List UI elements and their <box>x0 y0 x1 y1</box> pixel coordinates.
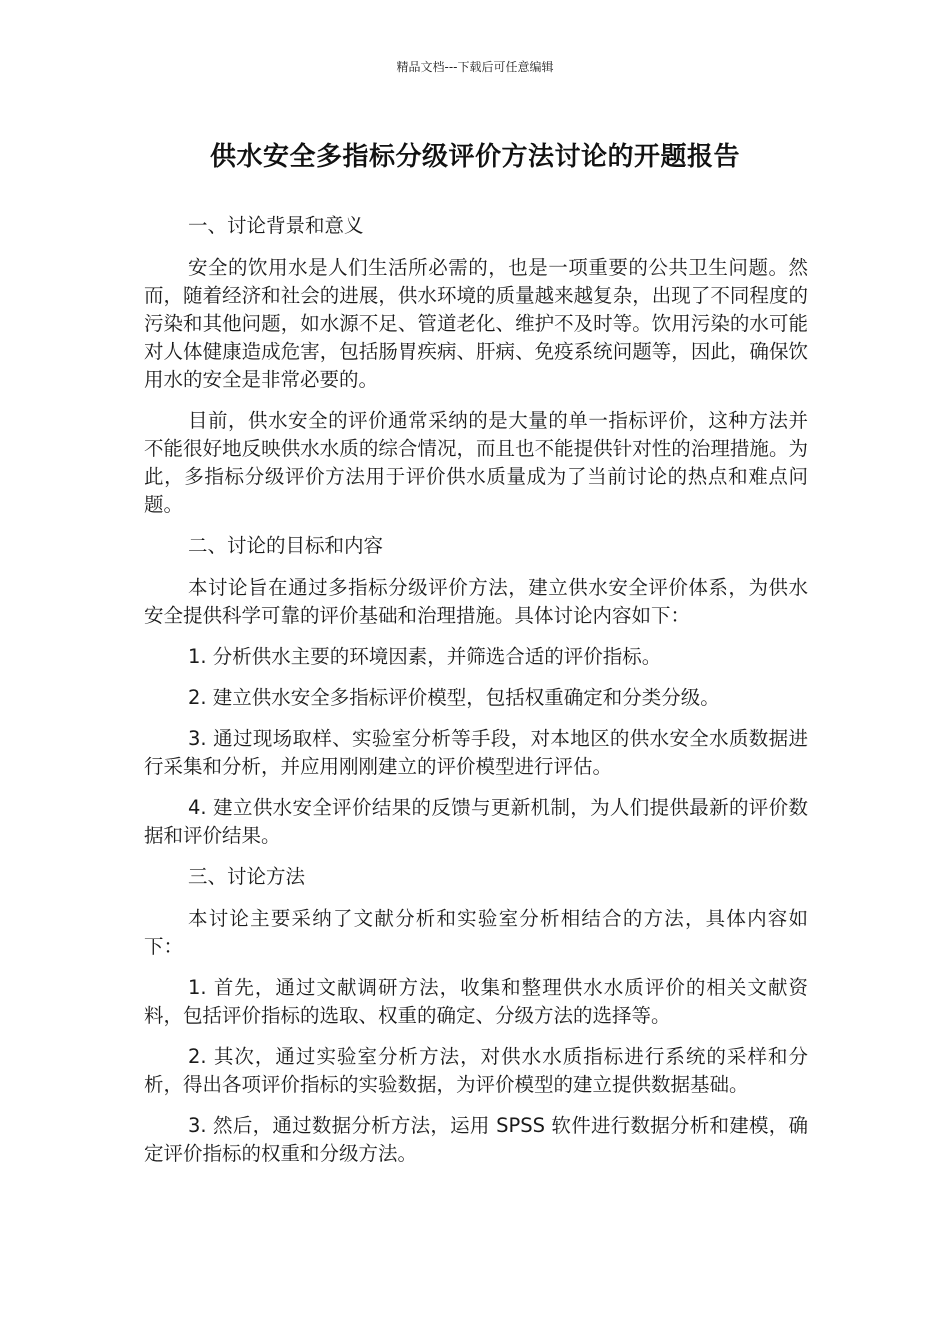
list-item-goal-4: 4. 建立供水安全评价结果的反馈与更新机制，为人们提供最新的评价数据和评价结果。 <box>144 796 808 847</box>
document-title: 供水安全多指标分级评价方法讨论的开题报告 <box>209 142 740 172</box>
list-item-method-3: 3. 然后，通过数据分析方法，运用 SPSS 软件进行数据分析和建模，确定评价指标的权重和分级方法。 <box>144 1114 808 1165</box>
list-item-goal-1: 1. 分析供水主要的环境因素，并筛选合适的评价指标。 <box>188 645 662 668</box>
list-item-method-2: 2. 其次，通过实验室分析方法，对供水水质指标进行系统的采样和分析，得出各项评价指标的实验数据，为评价模型的建立提供数据基础。 <box>144 1045 808 1096</box>
paragraph-background-2: 目前，供水安全的评价通常采纳的是大量的单一指标评价，这种方法并不能很好地反映供水水质的综合情况，而且也不能提供针对性的治理措施。为此，多指标分级评价方法用于评价供水质量成为了当前讨论的热点和难点问题。 <box>144 409 808 516</box>
list-item-goal-2: 2. 建立供水安全多指标评价模型，包括权重确定和分类分级。 <box>188 686 720 709</box>
section-heading-background: 一、讨论背景和意义 <box>188 214 364 237</box>
paragraph-methods-intro: 本讨论主要采纳了文献分析和实验室分析相结合的方法，具体内容如下： <box>144 907 808 958</box>
section-heading-goals: 二、讨论的目标和内容 <box>188 534 384 557</box>
paragraph-goals-intro: 本讨论旨在通过多指标分级评价方法，建立供水安全评价体系，为供水安全提供科学可靠的评价基础和治理措施。具体讨论内容如下： <box>144 576 808 627</box>
section-heading-methods: 三、讨论方法 <box>188 865 306 888</box>
document-body <box>144 212 808 1181</box>
paragraph-background-1: 安全的饮用水是人们生活所必需的，也是一项重要的公共卫生问题。然而，随着经济和社会的进展，供水环境的质量越来越复杂，出现了不同程度的污染和其他问题，如水源不足、管道老化、维护不及时等。饮用污染的水可能对人体健康造成危害，包括肠胃疾病、肝病、免疫系统问题等，因此，确保饮用水的安全是非常必要的。 <box>144 256 808 391</box>
list-item-method-1: 1. 首先，通过文献调研方法，收集和整理供水水质评价的相关文献资料，包括评价指标的选取、权重的确定、分级方法的选择等。 <box>144 976 808 1027</box>
header-note: 精品文档---下载后可任意编辑 <box>396 60 554 74</box>
list-item-goal-3: 3. 通过现场取样、实验室分析等手段，对本地区的供水安全水质数据进行采集和分析，并应用刚刚建立的评价模型进行评估。 <box>144 727 808 778</box>
